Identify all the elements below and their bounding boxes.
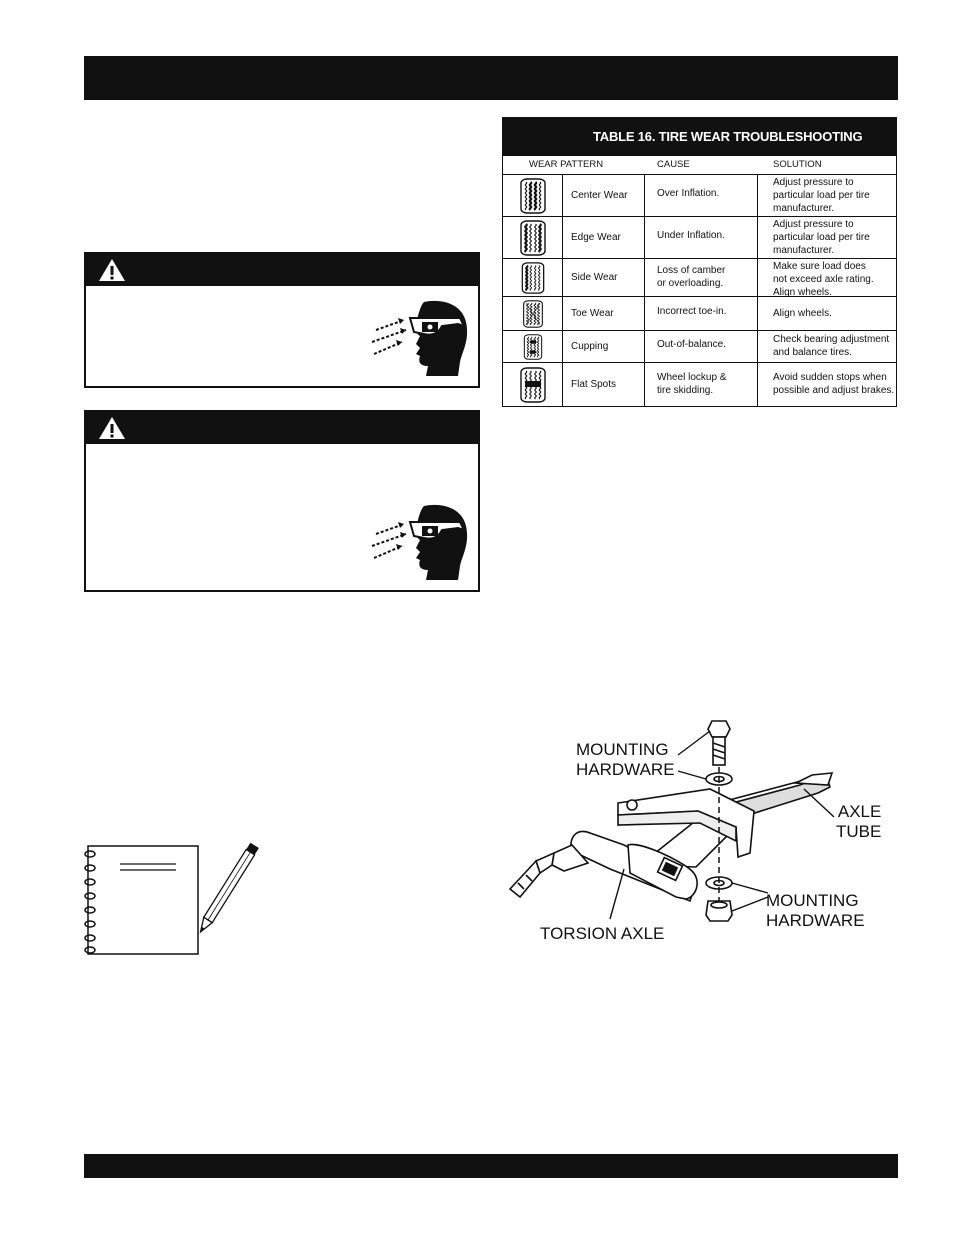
table-row <box>503 363 896 407</box>
tire-tread-center-icon <box>519 178 547 214</box>
footer-bar <box>84 1154 898 1178</box>
cause-cell: Out-of-balance. <box>657 339 726 350</box>
table-header-row <box>503 156 896 175</box>
warning-header <box>86 254 478 286</box>
tire-tread-side-icon <box>519 262 547 294</box>
warning-triangle-icon <box>98 416 126 440</box>
cause-cell: Wheel lockup & tire skidding. <box>657 372 727 396</box>
label-torsion-axle: TORSION AXLE <box>540 924 665 943</box>
table-row <box>503 217 896 259</box>
warning-box <box>84 252 480 388</box>
notebook-pencil-icon <box>80 840 270 958</box>
col-header-solution: SOLUTION <box>773 159 822 170</box>
label-axle-tube: AXLE TUBE <box>836 802 882 841</box>
warning-triangle-icon <box>98 258 126 282</box>
tire-tread-toe-icon <box>519 300 547 328</box>
cause-cell: Incorrect toe-in. <box>657 306 727 317</box>
wear-pattern-label: Center Wear <box>571 190 628 201</box>
table-row <box>503 297 896 331</box>
solution-cell: Make sure load does not exceed axle rating. Align wheels. <box>773 261 874 298</box>
wear-pattern-label: Toe Wear <box>571 308 614 319</box>
cause-cell: Over Inflation. <box>657 188 720 199</box>
tire-tread-flat-icon <box>519 367 547 403</box>
solution-cell: Adjust pressure to particular load per tire manufacturer. <box>773 219 870 256</box>
table-title: TABLE 16. TIRE WEAR TROUBLESHOOTING <box>503 118 896 156</box>
tire-tread-cup-icon <box>519 334 547 360</box>
solution-cell: Align wheels. <box>773 307 832 319</box>
cause-cell: Under Inflation. <box>657 230 725 241</box>
solution-cell: Adjust pressure to particular load per tire manufacturer. <box>773 177 870 214</box>
wear-pattern-label: Cupping <box>571 341 609 352</box>
wear-pattern-label: Side Wear <box>571 272 618 283</box>
warning-box <box>84 410 480 592</box>
header-bar <box>84 56 898 100</box>
table-row <box>503 331 896 363</box>
cause-cell: Loss of camber or overloading. <box>657 265 726 289</box>
warning-header <box>86 412 478 444</box>
label-mounting-hardware-top: MOUNTING HARDWARE <box>576 740 675 779</box>
solution-cell: Check bearing adjustment and balance tires. <box>773 334 890 358</box>
table-body <box>503 175 896 407</box>
tire-tread-edge-icon <box>519 220 547 256</box>
table-row <box>503 259 896 297</box>
col-header-cause: CAUSE <box>657 159 690 170</box>
tire-wear-table <box>502 117 897 407</box>
col-header-pattern: WEAR PATTERN <box>529 159 604 170</box>
table-row <box>503 175 896 217</box>
solution-cell: Avoid sudden stops when possible and adjust brakes. <box>773 372 895 396</box>
wear-pattern-label: Edge Wear <box>571 232 621 243</box>
safety-glasses-icon <box>362 500 472 584</box>
safety-glasses-icon <box>362 296 472 380</box>
wear-pattern-label: Flat Spots <box>571 379 617 390</box>
label-mounting-hardware-bottom: MOUNTING HARDWARE <box>766 891 865 930</box>
